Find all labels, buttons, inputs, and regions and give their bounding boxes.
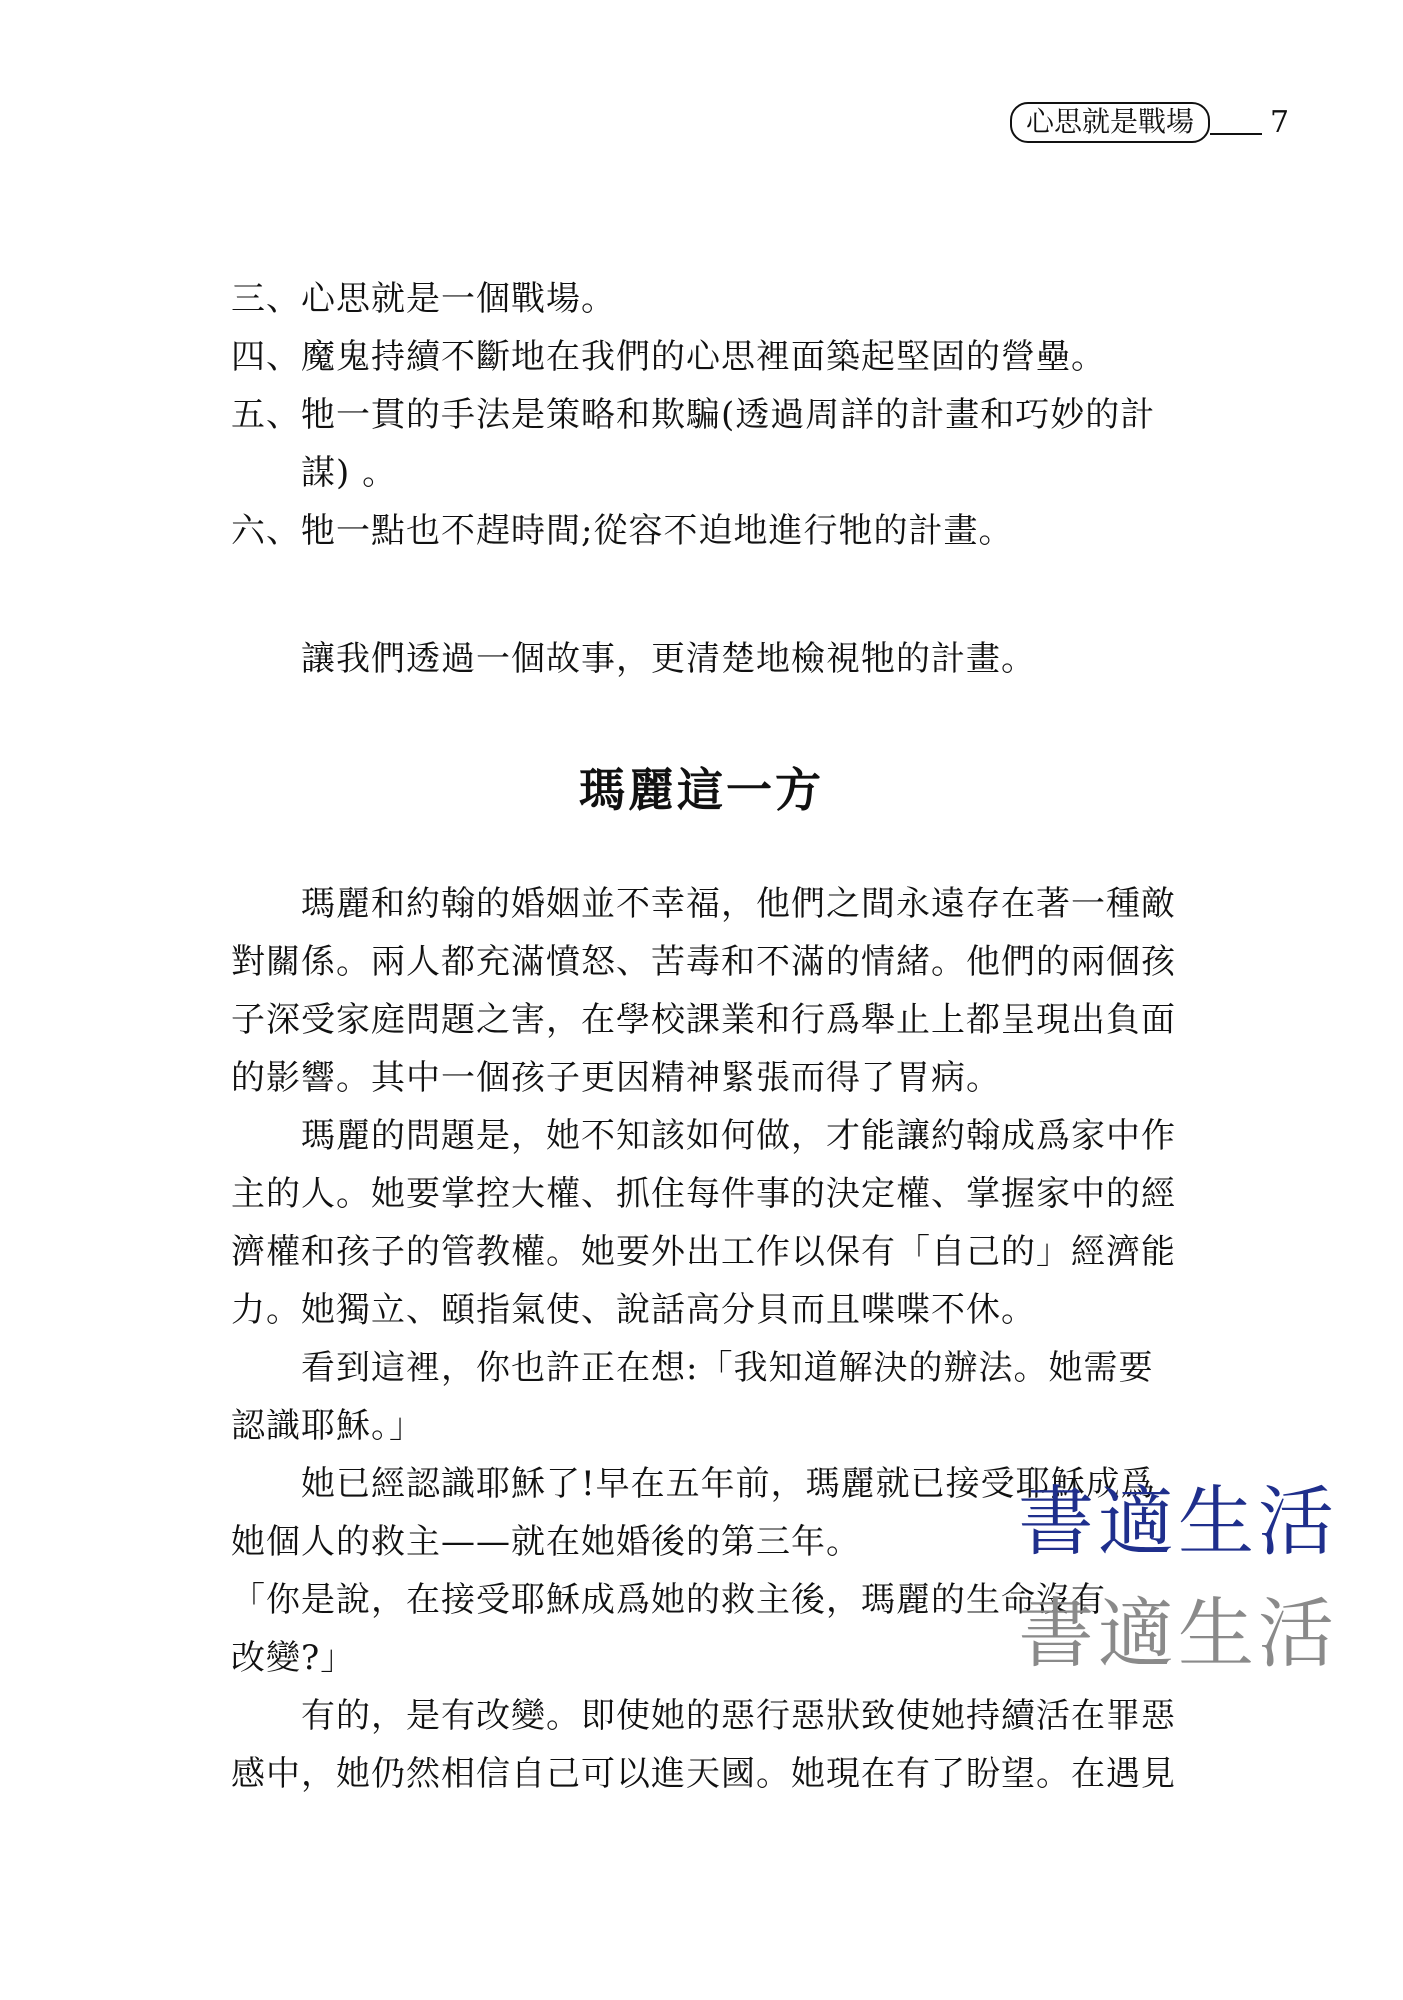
- intro-paragraph: [231, 630, 1211, 688]
- section-heading: 瑪麗這一方: [579, 763, 824, 817]
- body-line: 子深受家庭問題之害，在學校課業和行爲舉止上都呈現出負面: [231, 1000, 1176, 1040]
- body-line: 瑪麗和約翰的婚姻並不幸福，他們之間永遠存在著一種敵: [301, 884, 1176, 924]
- header-rule: [1210, 133, 1262, 135]
- principles-list: [231, 270, 1211, 560]
- body-line: 的影響。其中一個孩子更因精神緊張而得了胃病。: [231, 1058, 1001, 1098]
- body-line: 感中，她仍然相信自己可以進天國。她現在有了盼望。在遇見: [231, 1754, 1176, 1794]
- body-line: 認識耶穌。」: [231, 1406, 424, 1446]
- running-header: [1010, 102, 1289, 143]
- list-item: 四、魔鬼持續不斷地在我們的心思裡面築起堅固的營壘。: [231, 337, 1106, 377]
- intro-sentence: 讓我們透過一個故事，更清楚地檢視牠的計畫。: [301, 639, 1036, 679]
- body-line: 對關係。兩人都充滿憤怒、苦毒和不滿的情緒。他們的兩個孩: [231, 942, 1176, 982]
- body-line: 瑪麗的問題是，她不知該如何做，才能讓約翰成爲家中作: [301, 1116, 1176, 1156]
- body-line: 她已經認識耶穌了!早在五年前，瑪麗就已接受耶穌成爲: [301, 1464, 1156, 1504]
- body-line: 改變?」: [231, 1638, 356, 1678]
- list-item: 三、心思就是一個戰場。: [231, 279, 616, 319]
- list-item: 五、牠一貫的手法是策略和欺騙(透過周詳的計畫和巧妙的計: [231, 395, 1156, 435]
- watermark-gray: 書適生活: [1018, 1589, 1338, 1678]
- body-line: 濟權和孩子的管教權。她要外出工作以保有「自己的」經濟能: [231, 1232, 1176, 1272]
- watermark-blue: 書適生活: [1018, 1477, 1338, 1566]
- body-line: 主的人。她要掌控大權、抓住每件事的決定權、掌握家中的經: [231, 1174, 1176, 1214]
- body-line: 看到這裡，你也許正在想:「我知道解決的辦法。她需要: [301, 1348, 1154, 1388]
- body-line: 「你是說，在接受耶穌成爲她的救主後，瑪麗的生命沒有: [231, 1580, 1106, 1620]
- page-number: 7: [1270, 104, 1290, 140]
- body-line: 她個人的救主——就在她婚後的第三年。: [231, 1522, 861, 1562]
- list-item-continuation: 謀) 。: [301, 453, 398, 493]
- body-line: 有的，是有改變。即使她的惡行惡狀致使她持續活在罪惡: [301, 1696, 1176, 1736]
- list-item: 六、牠一點也不趕時間;從容不迫地進行牠的計畫。: [231, 511, 1014, 551]
- body-line: 力。她獨立、頤指氣使、說話高分貝而且喋喋不休。: [231, 1290, 1036, 1330]
- running-header-title: 心思就是戰場: [1010, 102, 1210, 143]
